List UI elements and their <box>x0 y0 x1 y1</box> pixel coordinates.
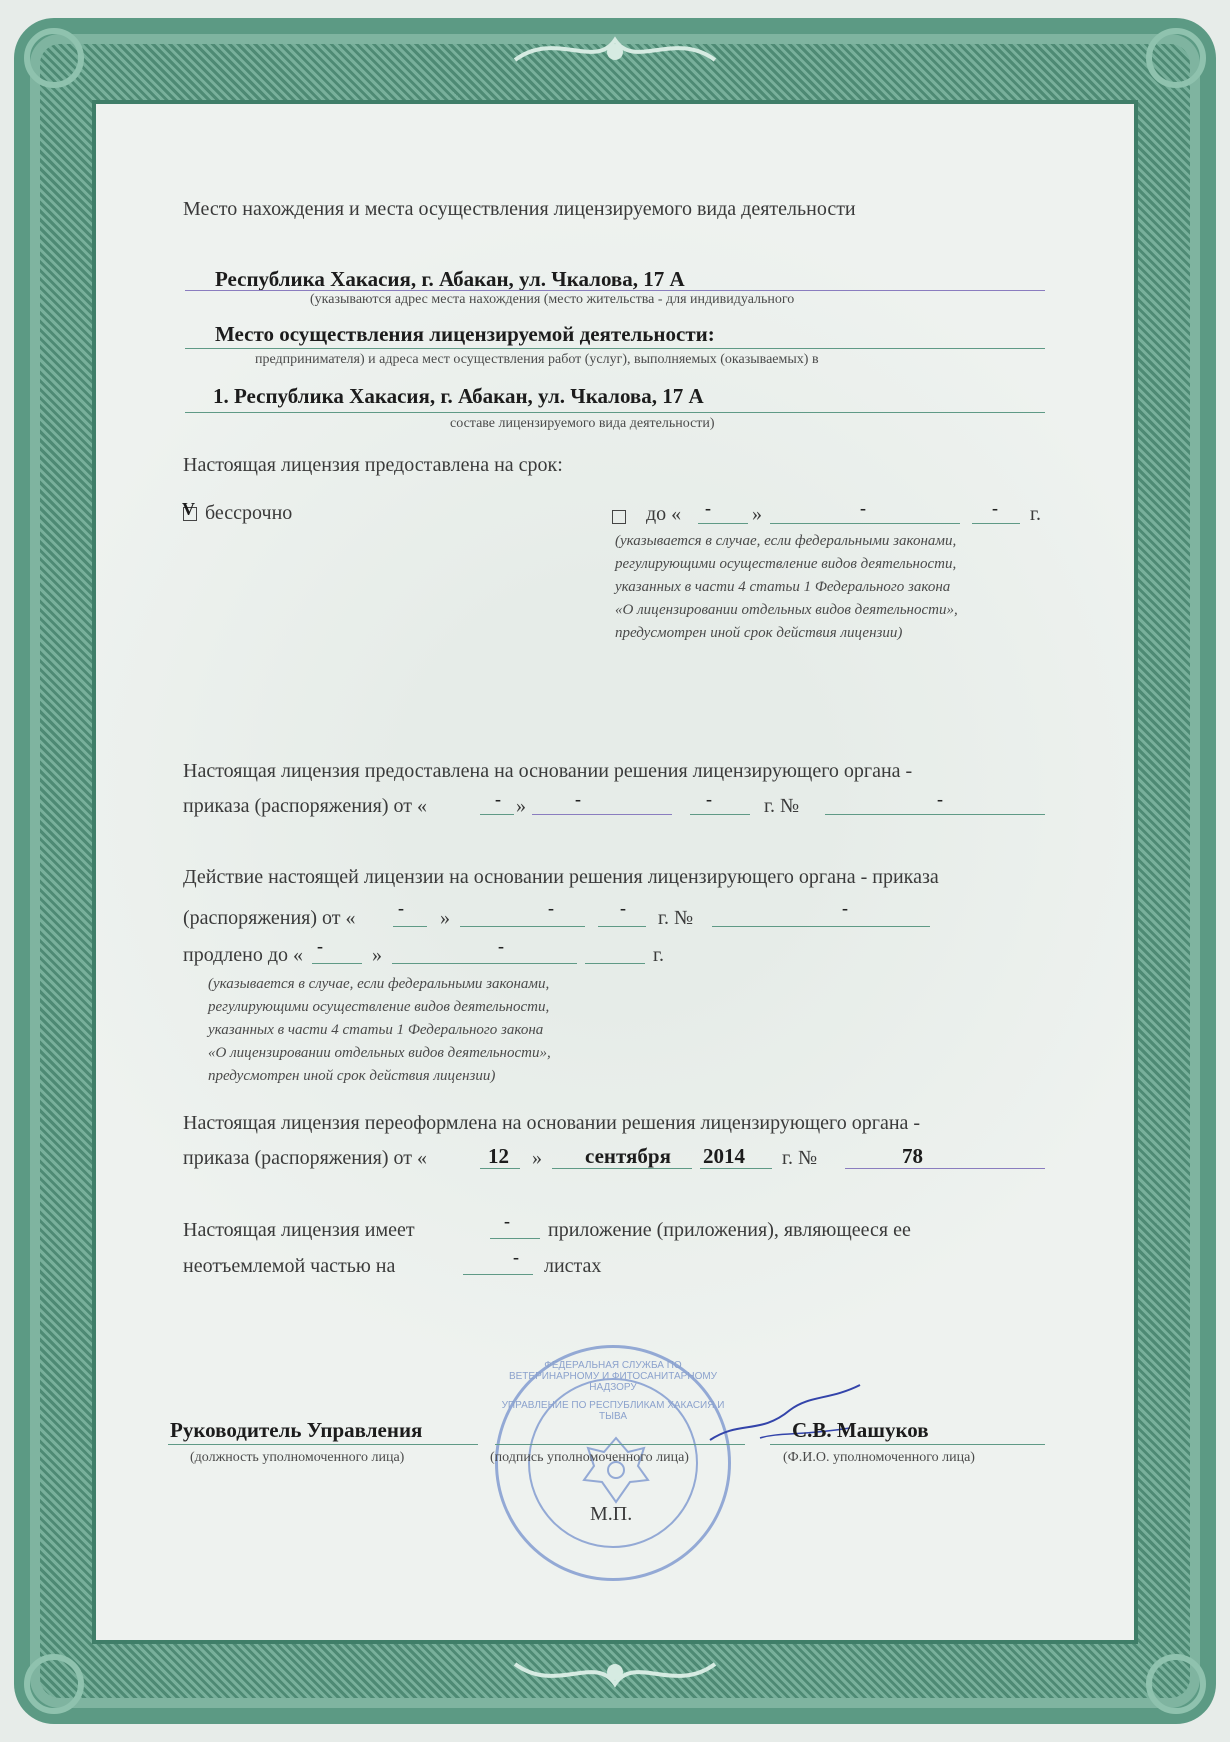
activity-address: 1. Республика Хакасия, г. Абакан, ул. Чкалова, 17 А <box>213 384 704 408</box>
seal-inner-text: УПРАВЛЕНИЕ ПО РЕСПУБЛИКАМ ХАКАСИЯ И ТЫВА <box>501 1400 725 1422</box>
extension-note-line: предусмотрен иной срок действия лицензии) <box>208 1068 496 1084</box>
extension-line-2: (распоряжения) от « <box>183 907 356 929</box>
term-note-line: предусмотрен иной срок действия лицензии) <box>615 625 903 641</box>
name-hint: (Ф.И.О. уполномоченного лица) <box>783 1450 975 1465</box>
reissue-month: сентября <box>585 1144 671 1168</box>
term-note-line: регулирующими осуществление видов деятельности, <box>615 556 957 572</box>
blank-line <box>490 1238 540 1239</box>
position-hint: (должность уполномоченного лица) <box>190 1450 405 1465</box>
blank-dash: - <box>620 898 626 918</box>
blank-dash: - <box>575 789 581 809</box>
indefinite-label: бессрочно <box>205 502 293 524</box>
corner-ornament <box>1146 28 1206 88</box>
coat-of-arms-icon <box>576 1430 656 1510</box>
signer-name: С.В. Машуков <box>792 1418 929 1442</box>
blank-dash: - <box>937 789 943 809</box>
blank-dash: - <box>513 1247 519 1267</box>
blank-line <box>598 926 646 927</box>
underline <box>185 290 1045 291</box>
blank-line <box>312 963 362 964</box>
blank-dash: - <box>504 1211 510 1231</box>
location-title: Место нахождения и места осуществления лицензируемого вида деятельности <box>183 198 856 220</box>
underline <box>185 348 1045 349</box>
corner-ornament <box>24 1654 84 1714</box>
extension-note-line: регулирующими осуществление видов деятельности, <box>208 999 550 1015</box>
hint-1: (указываются адрес места нахождения (место жительства - для индивидуального <box>310 292 795 307</box>
extension-line-1: Действие настоящей лицензии на основании решения лицензирующего органа - приказа <box>183 866 939 888</box>
reissue-number: 78 <box>902 1144 923 1168</box>
term-note-line: указанных в части 4 статьи 1 Федерального закона <box>615 579 951 595</box>
extension-note-line: (указывается в случае, если федеральными законами, <box>208 976 550 992</box>
seal-ring-text: ФЕДЕРАЛЬНАЯ СЛУЖБА ПО ВЕТЕРИНАРНОМУ И ФИТОСАНИТАРНОМУ НАДЗОРУ <box>508 1360 718 1393</box>
reissue-day: 12 <box>488 1144 509 1168</box>
appendix-line-2-prefix: неотъемлемой частью на <box>183 1255 396 1277</box>
signature-hint: (подпись уполномоченного лица) <box>490 1450 689 1465</box>
top-ornament <box>505 30 725 74</box>
blank-line <box>460 926 585 927</box>
underline <box>185 412 1045 413</box>
blank-line <box>393 926 427 927</box>
appendix-line-1-suffix: приложение (приложения), являющееся ее <box>548 1219 911 1241</box>
basis-close: » <box>516 795 526 817</box>
appendix-line-2-suffix: листах <box>544 1255 602 1277</box>
blank-line <box>845 1168 1045 1169</box>
blank-line <box>480 814 514 815</box>
bottom-ornament <box>505 1650 725 1694</box>
blank-line <box>712 926 930 927</box>
year-suffix: г. <box>1030 503 1041 525</box>
blank-line <box>770 523 960 524</box>
extension-note-line: указанных в части 4 статьи 1 Федерального закона <box>208 1022 544 1038</box>
blank-dash: - <box>860 498 866 518</box>
extension-close: » <box>440 907 450 929</box>
corner-ornament <box>1146 1654 1206 1714</box>
basis-line-2: приказа (распоряжения) от « <box>183 795 427 817</box>
blank-dash: - <box>498 936 504 956</box>
reissue-year: 2014 <box>703 1144 745 1168</box>
term-title: Настоящая лицензия предоставлена на срок: <box>183 454 563 476</box>
stamp-place: М.П. <box>590 1503 633 1525</box>
reissue-line-1: Настоящая лицензия переоформлена на основании решения лицензирующего органа - <box>183 1112 921 1134</box>
extension-year-short: г. <box>653 944 664 966</box>
activity-place-title: Место осуществления лицензируемой деятельности: <box>215 322 715 346</box>
extension-year: г. № <box>658 907 694 929</box>
blank-dash: - <box>842 898 848 918</box>
basis-line-1: Настоящая лицензия предоставлена на основании решения лицензирующего органа - <box>183 760 913 782</box>
underline <box>770 1444 1045 1445</box>
blank-line <box>392 963 577 964</box>
blank-line <box>532 814 672 815</box>
underline <box>495 1444 745 1445</box>
hint-3: составе лицензируемого вида деятельности) <box>450 416 715 431</box>
signer-position: Руководитель Управления <box>170 1418 423 1442</box>
blank-line <box>690 814 750 815</box>
blank-dash: - <box>705 498 711 518</box>
address: Республика Хакасия, г. Абакан, ул. Чкалова, 17 А <box>215 267 685 291</box>
blank-line <box>972 523 1020 524</box>
blank-line <box>585 963 645 964</box>
blank-dash: - <box>398 898 404 918</box>
blank-line <box>698 523 748 524</box>
blank-line <box>825 814 1045 815</box>
extension-note-line: «О лицензировании отдельных видов деятельности», <box>208 1045 551 1061</box>
until-label: до « <box>646 503 682 525</box>
blank-dash: - <box>548 898 554 918</box>
blank-dash: - <box>317 936 323 956</box>
blank-dash: - <box>495 789 501 809</box>
reissue-close: » <box>532 1147 542 1169</box>
blank-dash: - <box>706 789 712 809</box>
underline <box>168 1444 478 1445</box>
blank-dash: - <box>992 498 998 518</box>
until-close: » <box>752 503 762 525</box>
term-note-line: «О лицензировании отдельных видов деятельности», <box>615 602 958 618</box>
appendix-line-1-prefix: Настоящая лицензия имеет <box>183 1219 415 1241</box>
reissue-year-label: г. № <box>782 1147 818 1169</box>
hint-2: предпринимателя) и адреса мест осуществления работ (услуг), выполняемых (оказываемых) в <box>255 352 819 367</box>
corner-ornament <box>24 28 84 88</box>
extension-close-2: » <box>372 944 382 966</box>
check-mark: V <box>182 499 195 519</box>
until-checkbox <box>612 510 626 524</box>
extension-line-3: продлено до « <box>183 944 304 966</box>
reissue-line-2: приказа (распоряжения) от « <box>183 1147 427 1169</box>
basis-year: г. № <box>764 795 800 817</box>
blank-line <box>463 1274 533 1275</box>
term-note-line: (указывается в случае, если федеральными законами, <box>615 533 957 549</box>
